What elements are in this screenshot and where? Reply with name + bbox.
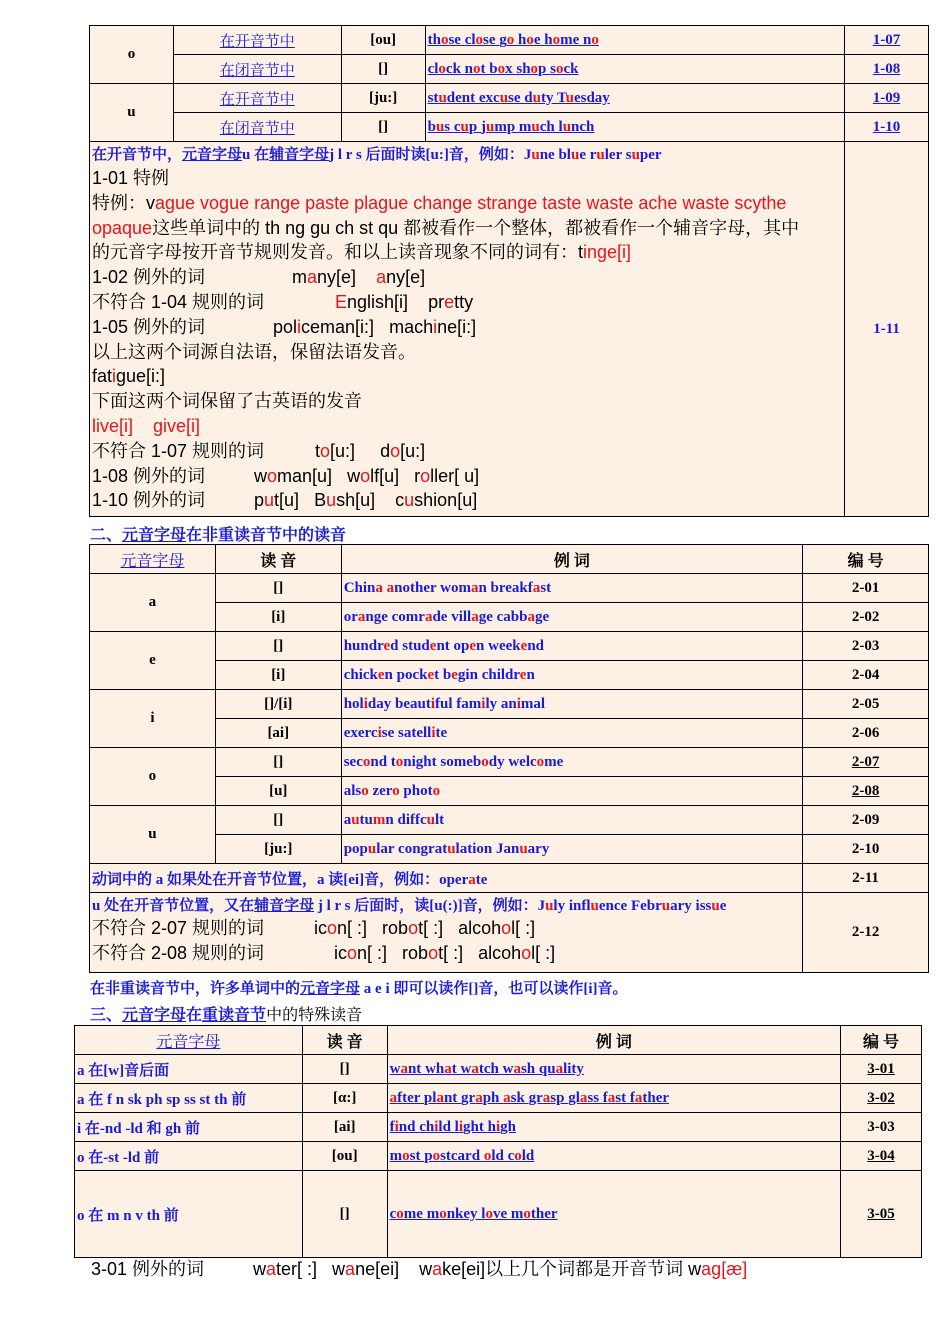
code-cell[interactable]: 1-07 (845, 26, 929, 55)
table-row (90, 661, 929, 690)
note-line: 1-08 例外的词 woman[u] wolf[u] roller[ u] (92, 465, 480, 486)
highlighted-vowel: u (562, 118, 572, 135)
code-cell[interactable]: 3-05 (841, 1171, 922, 1258)
highlighted-vowel: e (377, 666, 385, 683)
header-examples: 例 词 (387, 1026, 840, 1055)
rule-cell: o 在-st -ld 前 (75, 1142, 303, 1171)
ipa-cell: [] (215, 574, 341, 603)
highlighted-vowel: o (483, 1147, 492, 1164)
table-row (90, 748, 929, 777)
example-words: China another woman breakfast (341, 574, 802, 603)
highlighted-vowel: e (520, 637, 528, 654)
table-header-row (90, 545, 929, 574)
note-line: 不符合 2-08 规则的词 icon[ :] robot[ :] alcohol[ :] (92, 942, 556, 963)
ipa-cell: [ju:] (215, 835, 341, 864)
link-vowel-letter[interactable]: 元音字母 (122, 1007, 187, 1024)
highlighted-vowel: o (485, 1205, 493, 1222)
section-3-title: 三、元音字母在重读音节中的特殊读音 (90, 1007, 363, 1024)
highlighted-vowel: a (579, 1089, 588, 1106)
table-row (90, 690, 929, 719)
example-words: chicken pocket begin children (341, 661, 802, 690)
example-words: exercise satellite (341, 719, 802, 748)
example-words[interactable]: after plant graph ask grasp glass fast father (387, 1084, 840, 1113)
highlighted-vowel: e (519, 666, 527, 683)
rule-cell: a 在[w]音后面 (75, 1055, 303, 1084)
position-cell[interactable]: 在闭音节中 (173, 55, 341, 84)
highlighted-vowel: e (383, 637, 391, 654)
highlighted-vowel: u (565, 89, 574, 106)
position-cell[interactable]: 在闭音节中 (173, 113, 341, 142)
note-line: 不符合 1-07 规则的词 to[u:] do[u:] (92, 440, 426, 461)
rule-cell: a 在 f n sk ph sp ss st th 前 (75, 1084, 303, 1113)
highlighted-vowel: a (471, 608, 479, 625)
highlighted-vowel: a (357, 608, 366, 625)
highlighted-vowel: o (439, 1205, 447, 1222)
highlighted-vowel: o (526, 31, 534, 48)
table-row (90, 55, 929, 84)
highlighted-vowel: i (495, 1118, 501, 1135)
ipa-cell: [i] (215, 661, 341, 690)
highlighted-vowel: a (389, 1089, 398, 1106)
table-row (90, 864, 929, 893)
ipa-cell: [] (215, 632, 341, 661)
example-words[interactable]: most postcard old cold (387, 1142, 840, 1171)
table-1-vowel-closed-open (89, 25, 929, 517)
note-line: 1-10 例外的词 put[u] Bush[u] cushion[u] (92, 490, 478, 511)
highlighted-vowel: a (375, 579, 383, 596)
highlighted-vowel: i (431, 724, 436, 741)
note-line: 1-01 特例 (92, 168, 170, 188)
highlighted-vowel: u (426, 811, 435, 828)
table-row (90, 26, 929, 55)
example-words: also zero photo (341, 777, 802, 806)
highlighted-vowel: i (394, 1118, 399, 1135)
note-intro-text: u 在 (242, 147, 270, 163)
highlighted-vowel: a (400, 1060, 408, 1077)
code-cell[interactable]: 1-10 (845, 113, 929, 142)
table-3-stressed-special (74, 1025, 922, 1258)
highlighted-vowel: o (591, 31, 599, 48)
note-line: 不符合 2-07 规则的词 icon[ :] robot[ :] alcohol[ :] (92, 918, 536, 938)
highlighted-vowel: u (711, 898, 720, 914)
note-line: 1-02 例外的词 many[e] any[e] (92, 267, 426, 288)
ipa-cell: [] (215, 748, 341, 777)
example-words: autumn diffcult (341, 806, 802, 835)
highlighted-vowel: o (402, 1147, 410, 1164)
table-row (90, 719, 929, 748)
code-cell[interactable]: 1-09 (845, 84, 929, 113)
letter-cell-o: o (90, 26, 174, 84)
letter-cell-e: e (90, 632, 216, 690)
note-line: 不符合 1-04 规则的词 English[i] pretty (92, 291, 474, 312)
highlighted-vowel: u (367, 840, 377, 857)
code-cell[interactable]: 3-01 (841, 1055, 922, 1084)
code-cell[interactable]: 1-08 (845, 55, 929, 84)
code-cell[interactable]: 2-08 (803, 777, 929, 806)
note-line: 下面这两个词保留了古英语的发音 (92, 391, 362, 412)
highlighted-vowel: o (473, 60, 481, 77)
highlighted-vowel: u (590, 898, 599, 914)
code-cell: 2-09 (803, 806, 929, 835)
highlighted-vowel: a (634, 1089, 643, 1106)
highlighted-vowel: a (444, 1060, 452, 1077)
highlighted-vowel: u (447, 840, 456, 857)
header-examples: 例 词 (341, 545, 802, 574)
header-pronunciation: 读 音 (302, 1026, 387, 1055)
highlighted-vowel: o (497, 60, 506, 77)
note-line: 以上这两个词源自法语，保留法语发音。 (92, 341, 416, 362)
note-line: 1-05 例外的词 policeman[i:] machine[i:] (92, 316, 477, 337)
note-line: 的元音字母按开音节规则发音。和以上读音现象不同的词有：tinge[i] (92, 242, 632, 263)
highlighted-vowel: o (481, 753, 489, 770)
note-line: opaque这些单词中的 th ng gu ch st qu 都被看作一个整体，都被看作一个辅音字母，其中 (92, 217, 800, 238)
code-cell: 2-03 (803, 632, 929, 661)
table-row (90, 632, 929, 661)
code-cell: 2-12 (803, 893, 929, 973)
code-cell[interactable]: 2-07 (803, 748, 929, 777)
example-words[interactable]: student excuse duty Tuesday (425, 84, 844, 113)
ipa-cell: [ou] (302, 1142, 387, 1171)
letter-cell-u: u (90, 84, 174, 142)
highlighted-vowel: a (471, 1060, 479, 1077)
table-row (75, 1055, 922, 1084)
highlighted-vowel: u (435, 118, 445, 135)
highlighted-vowel: o (362, 753, 371, 770)
highlighted-vowel: a (424, 608, 433, 625)
code-cell: 2-02 (803, 603, 929, 632)
highlighted-vowel: u (438, 89, 447, 106)
code-cell: 2-05 (803, 690, 929, 719)
highlighted-vowel: e (429, 637, 437, 654)
example-words[interactable]: those close go hoe home no (425, 26, 844, 55)
table-row (75, 1084, 922, 1113)
ipa-cell: [α:] (302, 1084, 387, 1113)
ipa-cell: [] (302, 1171, 387, 1258)
u-rule-body (92, 916, 800, 966)
note-cell (90, 142, 845, 517)
highlighted-vowel: i (434, 1118, 439, 1135)
ipa-cell: [ou] (341, 26, 425, 55)
highlighted-vowel: o (523, 1205, 531, 1222)
highlighted-vowel: o (475, 31, 484, 48)
header-code: 编 号 (841, 1026, 922, 1055)
highlighted-vowel: a (470, 579, 479, 596)
verb-a-rule: 动词中的 a 如果处在开音节位置，a 读[ei]音，例如：operate (90, 864, 803, 893)
example-words[interactable]: clock not box shop sock (425, 55, 844, 84)
highlighted-vowel: i (430, 695, 435, 712)
example-words: popular congratulation January (341, 835, 802, 864)
note-line: fatigue[i:] (92, 366, 166, 387)
highlighted-vowel: u (631, 147, 640, 163)
highlighted-vowel: u (661, 898, 671, 914)
ipa-cell: []/[i] (215, 690, 341, 719)
link-consonant-letter[interactable]: 辅音字母 (269, 147, 330, 163)
highlighted-vowel: u (531, 147, 540, 163)
table-row (90, 777, 929, 806)
highlighted-vowel: o (392, 782, 400, 799)
example-words[interactable]: bus cup jump much lunch (425, 113, 844, 142)
table-row (75, 1113, 922, 1142)
example-words: second tonight somebody welcome (341, 748, 802, 777)
u-rule-cell (90, 893, 803, 973)
rule-cell: o 在 m n v th 前 (75, 1171, 303, 1258)
link-stressed-syllable[interactable]: 重读音节 (202, 1007, 267, 1024)
highlighted-vowel: e (451, 666, 458, 683)
position-cell[interactable]: 在开音节中 (173, 26, 341, 55)
highlighted-vowel: o (440, 31, 449, 48)
highlighted-vowel: o (438, 60, 446, 77)
highlighted-vowel: o (396, 1205, 404, 1222)
highlighted-vowel: o (432, 782, 441, 799)
highlighted-vowel: a (386, 579, 395, 596)
highlighted-vowel: a (542, 1089, 551, 1106)
table-row (90, 835, 929, 864)
table-row (75, 1171, 922, 1258)
table-row (90, 806, 929, 835)
header-code: 编 号 (803, 545, 929, 574)
ipa-cell: [u] (215, 777, 341, 806)
highlighted-vowel: u (460, 118, 469, 135)
code-cell: 1-11 (845, 142, 929, 517)
highlighted-vowel: a (527, 608, 535, 625)
example-words[interactable]: find child light high (387, 1113, 840, 1142)
highlighted-vowel: u (531, 118, 540, 135)
table-row (90, 603, 929, 632)
ipa-cell: [] (302, 1055, 387, 1084)
highlighted-vowel: o (555, 60, 564, 77)
ipa-cell: [ai] (215, 719, 341, 748)
highlighted-vowel: u (499, 89, 509, 106)
highlighted-vowel: u (351, 811, 360, 828)
highlighted-vowel: a (532, 579, 541, 596)
link-vowel-letter[interactable]: 元音字母 (122, 527, 187, 544)
code-cell[interactable]: 3-02 (841, 1084, 922, 1113)
highlighted-vowel: i (458, 1118, 464, 1135)
table-header-row (75, 1026, 922, 1055)
ipa-cell: [] (215, 806, 341, 835)
exceptions-3-01: 3-01 例外的词 water[ :] wane[ei] wake[ei]以上几个词都是开音节词 wag[æ] (91, 1259, 748, 1279)
table-row (90, 113, 929, 142)
highlighted-vowel: u (532, 89, 541, 106)
highlighted-vowel: o (552, 31, 561, 48)
highlighted-vowel: i (481, 695, 486, 712)
header-vowel-letter[interactable]: 元音字母 (75, 1026, 303, 1055)
header-pronunciation: 读 音 (215, 545, 341, 574)
highlighted-vowel: e (427, 666, 435, 683)
highlighted-vowel: u (485, 118, 495, 135)
link-consonant-letter[interactable]: 辅音字母 (254, 898, 315, 914)
code-cell: 2-06 (803, 719, 929, 748)
example-words[interactable]: come monkey love mother (387, 1171, 840, 1258)
code-cell: 2-10 (803, 835, 929, 864)
highlighted-vowel: o (530, 60, 539, 77)
ipa-cell: [ai] (302, 1113, 387, 1142)
ipa-cell: [] (341, 55, 425, 84)
highlighted-vowel: u (545, 898, 554, 914)
ipa-cell: [ju:] (341, 84, 425, 113)
code-cell: 2-01 (803, 574, 929, 603)
note-intro (92, 144, 842, 166)
highlighted-vowel: i (363, 695, 368, 712)
note-intro-text: 在开音节中， (92, 147, 183, 163)
table-row (90, 574, 929, 603)
table-row (75, 1142, 922, 1171)
example-words: hundred student open weekend (341, 632, 802, 661)
highlighted-vowel: o (395, 753, 404, 770)
highlighted-vowel: a (555, 1060, 564, 1077)
example-words[interactable]: want what watch wash quality (387, 1055, 840, 1084)
code-cell: 2-04 (803, 661, 929, 690)
highlighted-vowel: o (506, 31, 515, 48)
note-line: 特例：vague vogue range paste plague change strange taste waste ache waste scythe (92, 192, 787, 213)
highlighted-vowel: a (436, 1089, 444, 1106)
highlighted-vowel: u (596, 147, 605, 163)
unstressed-footnote: 在非重读音节中，许多单词中的元音字母 a e i 即可以读作[]音，也可以读作[i]音。 (90, 981, 628, 997)
highlighted-vowel: u (519, 840, 528, 857)
code-cell: 2-11 (803, 864, 929, 893)
highlighted-vowel: o (536, 753, 545, 770)
highlighted-vowel: o (432, 1147, 441, 1164)
example-words: orange comrade village cabbage (341, 603, 802, 632)
note-line: live[i] give[i] (92, 415, 201, 436)
header-vowel-letter[interactable]: 元音字母 (90, 545, 216, 574)
letter-cell-u: u (90, 806, 216, 864)
code-cell: 3-03 (841, 1113, 922, 1142)
example-words: holiday beautiful family animal (341, 690, 802, 719)
letter-cell-i: i (90, 690, 216, 748)
note-intro-text: j l r s 后面时读[u:]音，例如： (329, 147, 524, 163)
letter-cell-a: a (90, 574, 216, 632)
highlighted-vowel: o (361, 782, 369, 799)
highlighted-vowel: a (607, 1089, 616, 1106)
note-body (92, 166, 842, 513)
highlighted-vowel: a (513, 1060, 521, 1077)
highlighted-vowel: m (372, 811, 386, 828)
u-rule-words: July influence February issue (537, 898, 727, 914)
letter-cell-o: o (90, 748, 216, 806)
table-row (90, 84, 929, 113)
rule-cell: i 在-nd -ld 和 gh 前 (75, 1113, 303, 1142)
link-vowel-letter[interactable]: 元音字母 (300, 981, 361, 997)
table-row (90, 893, 929, 973)
highlighted-vowel: o (514, 1147, 522, 1164)
ipa-cell: [i] (215, 603, 341, 632)
highlighted-vowel: i (377, 724, 382, 741)
position-cell[interactable]: 在开音节中 (173, 84, 341, 113)
code-cell[interactable]: 3-04 (841, 1142, 922, 1171)
table-2-unstressed (89, 544, 929, 973)
section-2-title: 二、元音字母在非重读音节中的读音 (90, 527, 347, 544)
note-intro-words: June blue ruler super (523, 147, 662, 163)
highlighted-vowel: a (475, 1089, 483, 1106)
highlighted-vowel: a (503, 1089, 511, 1106)
highlighted-vowel: e (469, 637, 477, 654)
link-vowel-letter[interactable]: 元音字母 (182, 147, 243, 163)
ipa-cell: [] (341, 113, 425, 142)
highlighted-vowel: i (516, 695, 521, 712)
table-row-note (90, 142, 929, 517)
u-rule-intro: u 处在开音节位置，又在辅音字母 j l r s 后面时，读[u(:)]音，例如：July influence February issue (92, 898, 727, 914)
highlighted-vowel: u (570, 147, 580, 163)
